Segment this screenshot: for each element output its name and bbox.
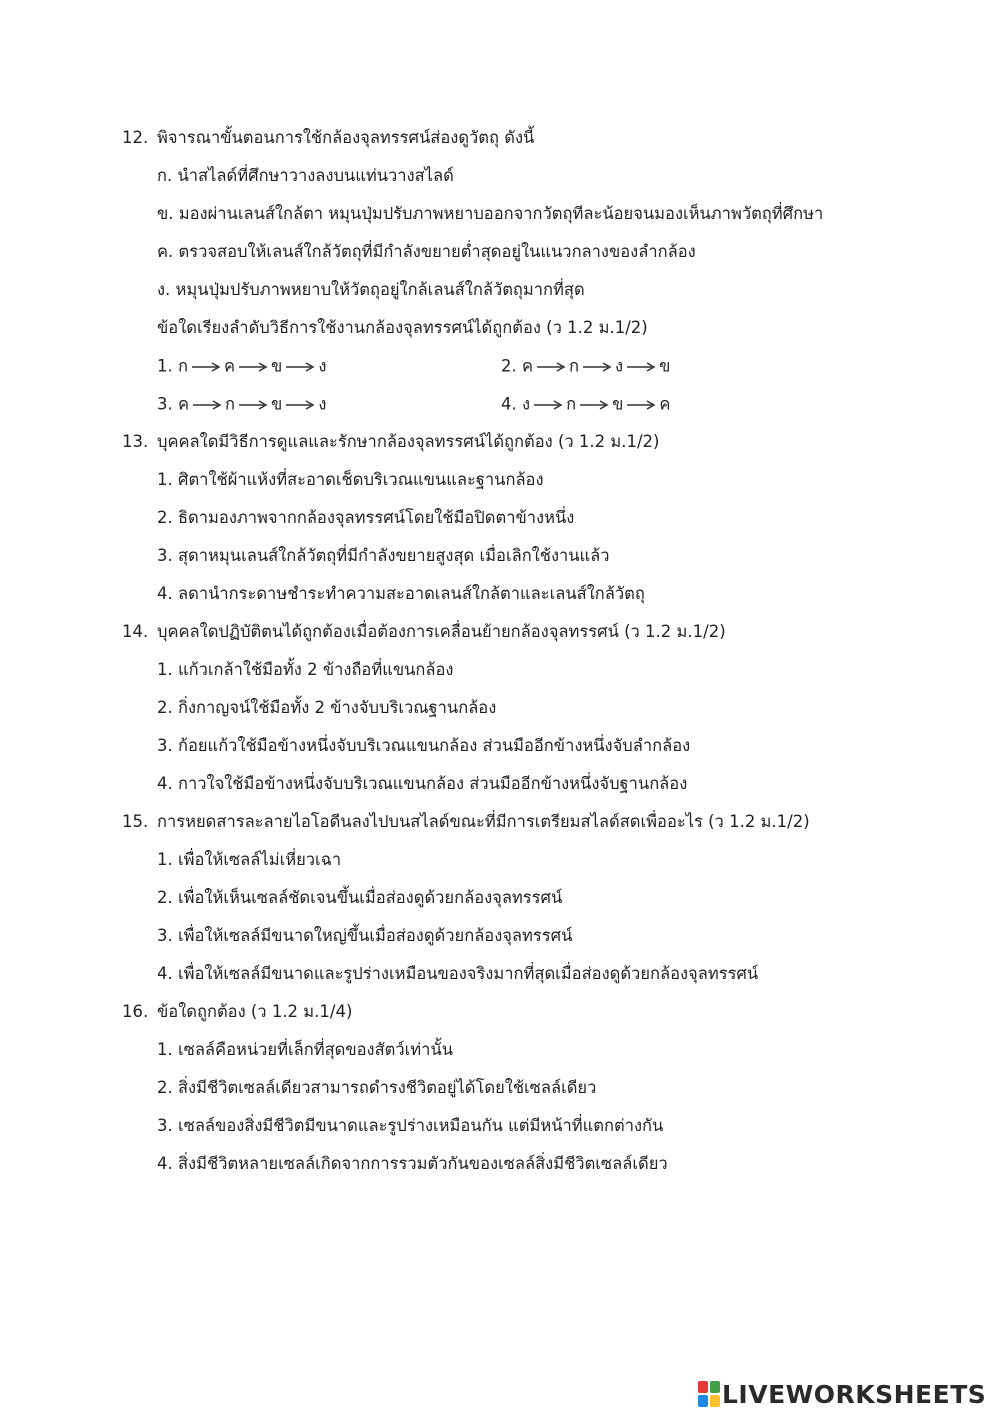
choice-3[interactable] bbox=[157, 392, 326, 417]
logo-text: LIVEWORKSHEETS bbox=[722, 1379, 987, 1409]
seq-letter: ข bbox=[659, 356, 671, 376]
answer-option[interactable]: 3. เพื่อให้เซลล์มีขนาดใหญ่ขึ้นเมื่อส่องดูด้วยกล้องจุลทรรศน์ bbox=[157, 926, 573, 945]
arrow-right-icon bbox=[582, 361, 612, 373]
question-text: การหยดสารละลายไอโอดีนลงไปบนสไลด์ขณะที่มีการเตรียมสไลด์สดเพื่ออะไร (ว 1.2 ม.1/2) bbox=[157, 812, 810, 831]
arrow-right-icon bbox=[191, 361, 221, 373]
choice-number: 2. bbox=[501, 356, 517, 376]
seq-letter: ค bbox=[659, 394, 671, 414]
question-prompt: ข้อใดเรียงลำดับวิธีการใช้งานกล้องจุลทรรศน์ได้ถูกต้อง (ว 1.2 ม.1/2) bbox=[157, 318, 648, 337]
arrow-right-icon bbox=[238, 399, 268, 411]
question-number: 16. bbox=[122, 1002, 149, 1021]
seq-letter: ข bbox=[271, 394, 283, 414]
answer-option[interactable]: 1. ศิตาใช้ผ้าแห้งที่สะอาดเช็ดบริเวณแขนและฐานกล้อง bbox=[157, 470, 544, 489]
answer-option[interactable]: 4. สิ่งมีชีวิตหลายเซลล์เกิดจากการรวมตัวกันของเซลล์สิ่งมีชีวิตเซลล์เดียว bbox=[157, 1154, 668, 1173]
answer-option[interactable]: 2. เพื่อให้เห็นเซลล์ชัดเจนขึ้นเมื่อส่องดูด้วยกล้องจุลทรรศน์ bbox=[157, 888, 563, 907]
seq-letter: ก bbox=[178, 356, 188, 376]
answer-option[interactable]: 2. สิ่งมีชีวิตเซลล์เดียวสามารถดำรงชีวิตอยู่ได้โดยใช้เซลล์เดียว bbox=[157, 1078, 597, 1097]
question-text: บุคคลใดปฏิบัติตนได้ถูกต้องเมื่อต้องการเคลื่อนย้ายกล้องจุลทรรศน์ (ว 1.2 ม.1/2) bbox=[157, 622, 726, 641]
answer-option[interactable]: 3. ก้อยแก้วใช้มือข้างหนึ่งจับบริเวณแขนกล้อง ส่วนมืออีกข้างหนึ่งจับลำกล้อง bbox=[157, 736, 691, 755]
answer-option[interactable]: 1. เซลล์คือหน่วยที่เล็กที่สุดของสัตว์เท่านั้น bbox=[157, 1040, 454, 1059]
seq-letter: ก bbox=[569, 356, 580, 376]
arrow-right-icon bbox=[626, 399, 656, 411]
question-number: 13. bbox=[122, 432, 149, 451]
seq-letter: ง bbox=[318, 356, 327, 376]
answer-option[interactable]: 3. เซลล์ของสิ่งมีชีวิตมีขนาดและรูปร่างเหมือนกัน แต่มีหน้าที่แตกต่างกัน bbox=[157, 1116, 664, 1135]
seq-letter: ก bbox=[225, 394, 236, 414]
seq-letter: ก bbox=[566, 394, 577, 414]
answer-option[interactable]: 2. ธิดามองภาพจากกล้องจุลทรรศน์โดยใช้มือปิดตาข้างหนึ่ง bbox=[157, 508, 575, 527]
step-item: ก. นำสไลด์ที่ศึกษาวางลงบนแท่นวางสไลด์ bbox=[157, 166, 454, 185]
answer-option[interactable]: 4. กาวใจใช้มือข้างหนึ่งจับบริเวณแขนกล้อง ส่วนมืออีกข้างหนึ่งจับฐานกล้อง bbox=[157, 774, 688, 793]
answer-option[interactable]: 4. ลดานำกระดาษชำระทำความสะอาดเลนส์ใกล้ตาและเลนส์ใกล้วัตถุ bbox=[157, 584, 645, 603]
seq-letter: ข bbox=[271, 356, 283, 376]
seq-letter: ง bbox=[522, 394, 531, 414]
answer-option[interactable]: 4. เพื่อให้เซลล์มีขนาดและรูปร่างเหมือนของจริงมากที่สุดเมื่อส่องดูด้วยกล้องจุลทรรศน์ bbox=[157, 964, 759, 983]
choice-4[interactable] bbox=[501, 392, 670, 417]
arrow-right-icon bbox=[192, 399, 222, 411]
arrow-right-icon bbox=[285, 399, 315, 411]
seq-letter: ง bbox=[318, 394, 327, 414]
choice-2[interactable] bbox=[501, 354, 670, 379]
seq-letter: ง bbox=[615, 356, 624, 376]
seq-letter: ค bbox=[522, 356, 534, 376]
arrow-right-icon bbox=[536, 361, 566, 373]
step-item: ค. ตรวจสอบให้เลนส์ใกล้วัตถุที่มีกำลังขยายต่ำสุดอยู่ในแนวกลางของลำกล้อง bbox=[157, 242, 696, 261]
liveworksheets-logo bbox=[698, 1379, 986, 1409]
arrow-right-icon bbox=[579, 399, 609, 411]
choice-number: 1. bbox=[157, 356, 173, 376]
arrow-right-icon bbox=[238, 361, 268, 373]
question-text: พิจารณาขั้นตอนการใช้กล้องจุลทรรศน์ส่องดูวัตถุ ดังนี้ bbox=[157, 128, 535, 147]
choice-1[interactable] bbox=[157, 354, 326, 379]
seq-letter: ข bbox=[612, 394, 624, 414]
question-number: 12. bbox=[122, 128, 149, 147]
answer-option[interactable]: 1. แก้วเกล้าใช้มือทั้ง 2 ข้างถือที่แขนกล้อง bbox=[157, 660, 454, 679]
seq-letter: ค bbox=[224, 356, 236, 376]
step-item: ง. หมุนปุ่มปรับภาพหยาบให้วัตถุอยู่ใกล้เลนส์ใกล้วัตถุมากที่สุด bbox=[157, 280, 585, 299]
arrow-right-icon bbox=[626, 361, 656, 373]
choice-number: 4. bbox=[501, 394, 517, 414]
question-number: 15. bbox=[122, 812, 149, 831]
arrow-right-icon bbox=[285, 361, 315, 373]
seq-letter: ค bbox=[178, 394, 190, 414]
liveworksheets-logo-icon bbox=[698, 1381, 720, 1407]
answer-option[interactable]: 2. กิ่งกาญจน์ใช้มือทั้ง 2 ข้างจับบริเวณฐานกล้อง bbox=[157, 698, 497, 717]
question-text: บุคคลใดมีวิธีการดูแลและรักษากล้องจุลทรรศน์ได้ถูกต้อง (ว 1.2 ม.1/2) bbox=[157, 432, 660, 451]
arrow-right-icon bbox=[533, 399, 563, 411]
answer-option[interactable]: 1. เพื่อให้เซลล์ไม่เหี่ยวเฉา bbox=[157, 850, 342, 869]
question-number: 14. bbox=[122, 622, 149, 641]
choice-number: 3. bbox=[157, 394, 173, 414]
step-item: ข. มองผ่านเลนส์ใกล้ตา หมุนปุ่มปรับภาพหยาบออกจากวัตถุทีละน้อยจนมองเห็นภาพวัตถุที่ศึกษา bbox=[157, 204, 824, 223]
question-text: ข้อใดถูกต้อง (ว 1.2 ม.1/4) bbox=[157, 1002, 353, 1021]
answer-option[interactable]: 3. สุดาหมุนเลนส์ใกล้วัตถุที่มีกำลังขยายสูงสุด เมื่อเลิกใช้งานแล้ว bbox=[157, 546, 610, 565]
